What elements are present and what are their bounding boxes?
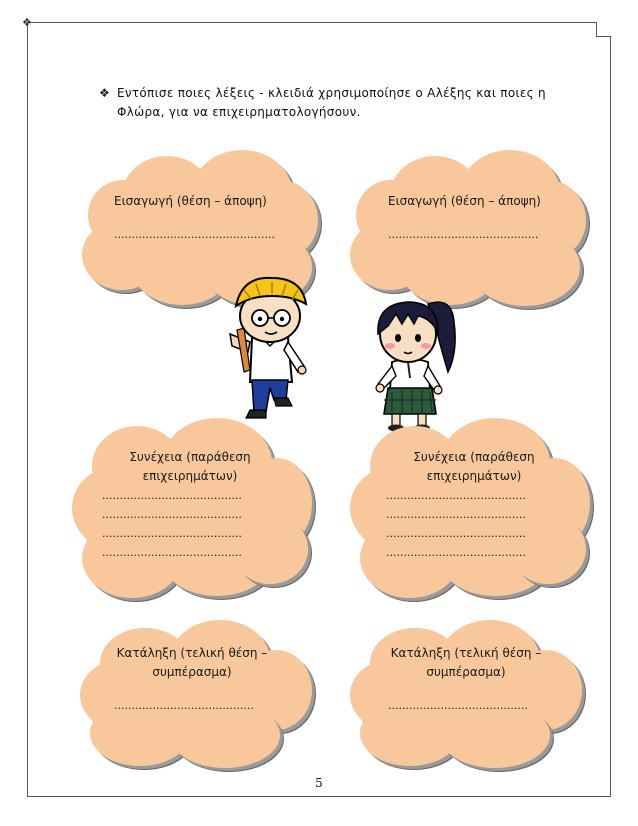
- body-left-answer-line: ........................................: [102, 508, 242, 521]
- cloud-body-left: [72, 418, 312, 598]
- end-right-answer-line: ........................................: [388, 699, 528, 712]
- page-corner-fold: [596, 22, 611, 37]
- body-right-label-line1: Συνέχεια (παράθεση: [413, 450, 535, 464]
- body-left-answer-line: ........................................: [102, 527, 242, 540]
- boy-character-icon: [222, 272, 332, 422]
- instruction-text: Εντόπισε ποιες λέξεις - κλειδιά χρησιμοποίησε ο Αλέξης και ποιες η Φλώρα, για να επιχειρηματολογήσουν.: [117, 86, 546, 119]
- intro-left-label: Εισαγωγή (θέση – άποψη): [114, 194, 267, 208]
- body-right-answer-line: ........................................: [386, 508, 526, 521]
- instruction-paragraph: [99, 84, 557, 122]
- end-left-label-line1: Κατάληξη (τελική θέση –: [116, 646, 268, 660]
- body-right-answer-line: ........................................: [386, 527, 526, 540]
- end-right-label-line1: Κατάληξη (τελική θέση –: [390, 646, 542, 660]
- page-number: 5: [315, 776, 323, 790]
- body-left-answer-line: ........................................: [102, 489, 242, 502]
- cloud-intro-right: [350, 150, 590, 310]
- girl-character-icon: [368, 292, 463, 432]
- cloud-end-right: [350, 620, 582, 770]
- body-left-answer-line: ........................................: [102, 546, 242, 559]
- diamond-bullet-icon: ❖: [99, 86, 111, 100]
- cloud-body-right: [350, 418, 590, 598]
- corner-mark: ❖: [22, 16, 32, 29]
- body-right-answer-line: ........................................: [386, 546, 526, 559]
- intro-left-answer-line: ..............................................: [114, 228, 275, 241]
- end-left-label-line2: συμπέρασμα): [152, 665, 232, 679]
- body-left-label-line2: επιχειρημάτων): [142, 469, 238, 483]
- end-right-label-line2: συμπέρασμα): [426, 665, 506, 679]
- body-left-label-line1: Συνέχεια (παράθεση: [129, 450, 251, 464]
- body-right-answer-line: ........................................: [386, 489, 526, 502]
- end-left-answer-line: ........................................: [114, 699, 254, 712]
- body-right-label-line2: επιχειρημάτων): [426, 469, 522, 483]
- cloud-end-left: [80, 620, 312, 770]
- intro-right-answer-line: ...........................................: [388, 228, 539, 241]
- intro-right-label: Εισαγωγή (θέση – άποψη): [388, 194, 541, 208]
